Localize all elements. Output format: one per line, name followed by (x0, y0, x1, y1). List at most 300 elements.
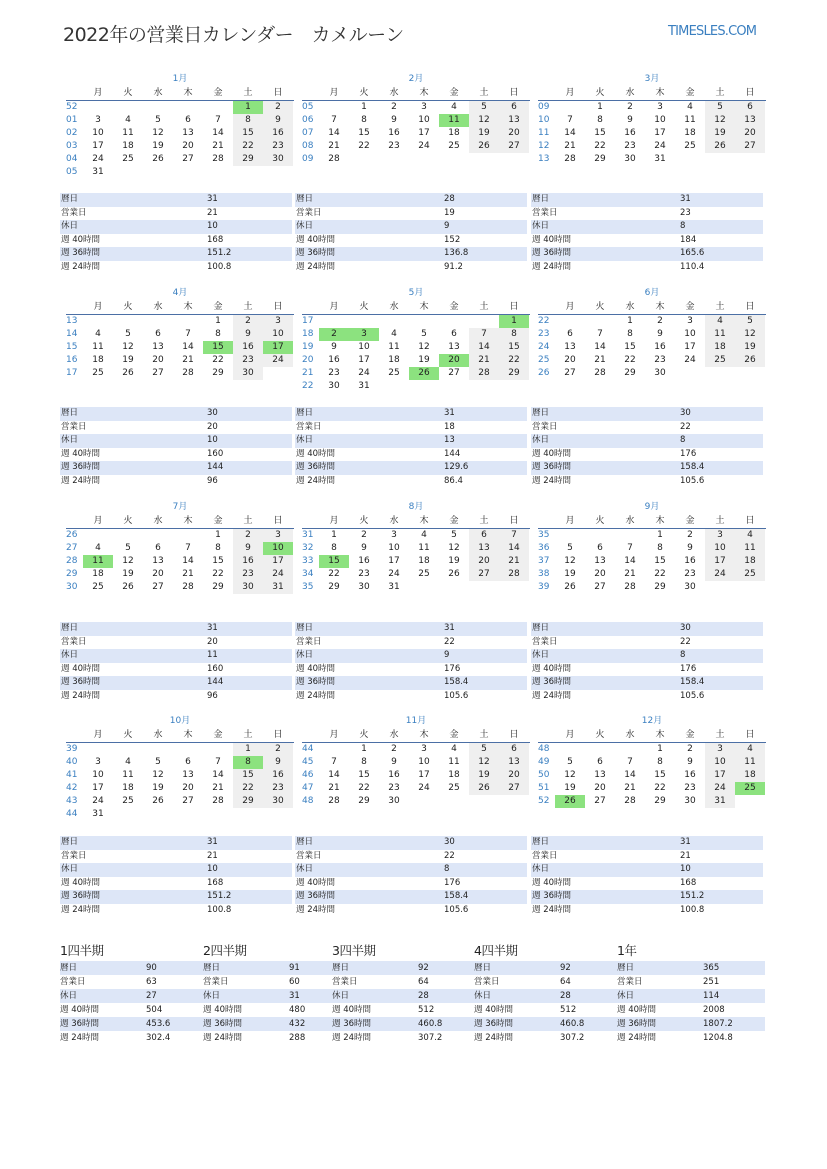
day-cell[interactable]: 31 (388, 582, 400, 592)
day-cell[interactable]: 5 (451, 530, 457, 540)
day-cell[interactable]: 17 (92, 783, 104, 793)
day-cell[interactable]: 2 (263, 743, 293, 756)
day-cell[interactable]: 8 (499, 328, 529, 341)
day-cell[interactable]: 10 (418, 757, 430, 767)
day-cell[interactable]: 18 (122, 141, 134, 151)
day-cell[interactable]: 8 (361, 757, 367, 767)
day-cell[interactable]: 1 (233, 101, 263, 114)
day-cell[interactable]: 5 (567, 757, 573, 767)
day-cell[interactable]: 15 (358, 128, 370, 138)
day-cell[interactable]: 25 (388, 368, 400, 378)
day-cell[interactable]: 12 (469, 756, 499, 769)
day-cell[interactable]: 22 (358, 783, 370, 793)
day-cell[interactable]: 27 (152, 582, 164, 592)
day-cell[interactable]: 13 (735, 114, 765, 127)
day-cell[interactable]: 9 (331, 342, 337, 352)
day-cell[interactable]: 6 (155, 329, 161, 339)
day-cell[interactable]: 5 (421, 329, 427, 339)
day-cell[interactable]: 1 (233, 743, 263, 756)
day-cell[interactable]: 11 (122, 128, 134, 138)
day-cell[interactable]: 15 (212, 556, 224, 566)
day-cell[interactable]: 17 (705, 769, 735, 782)
day-cell[interactable]: 14 (328, 128, 340, 138)
day-cell[interactable]: 12 (122, 342, 134, 352)
day-cell[interactable]: 21 (469, 354, 499, 367)
day-cell[interactable]: 16 (233, 555, 263, 568)
day-cell[interactable]: 5 (469, 743, 499, 756)
day-cell[interactable]: 1 (597, 102, 603, 112)
day-cell[interactable]: 30 (263, 153, 293, 166)
day-cell[interactable]: 15 (594, 128, 606, 138)
day-cell[interactable]: 27 (735, 140, 765, 153)
day-cell[interactable]: 11 (735, 756, 765, 769)
day-cell[interactable]: 28 (182, 582, 194, 592)
day-cell[interactable]: 26 (469, 782, 499, 795)
day-cell[interactable]: 2 (657, 316, 663, 326)
day-cell[interactable]: 3 (263, 315, 293, 328)
day-cell[interactable]: 19 (469, 127, 499, 140)
day-cell[interactable]: 4 (735, 529, 765, 542)
day-cell[interactable]: 21 (328, 783, 340, 793)
day-cell[interactable]: 14 (212, 128, 224, 138)
day-cell[interactable]: 20 (469, 555, 499, 568)
day-cell[interactable]: 22 (358, 141, 370, 151)
day-cell[interactable]: 28 (212, 154, 224, 164)
day-cell[interactable]: 5 (125, 329, 131, 339)
day-cell[interactable]: 17 (684, 342, 696, 352)
day-cell[interactable]: 6 (185, 757, 191, 767)
day-cell[interactable]: 19 (122, 355, 134, 365)
day-cell[interactable]: 18 (122, 783, 134, 793)
day-cell[interactable]: 11 (684, 115, 696, 125)
day-cell[interactable]: 9 (687, 757, 693, 767)
day-cell[interactable]: 17 (92, 141, 104, 151)
day-cell[interactable]: 20 (499, 769, 529, 782)
day-cell[interactable]: 14 (182, 342, 194, 352)
day-cell[interactable]: 25 (684, 141, 696, 151)
day-cell[interactable]: 16 (328, 355, 340, 365)
day-cell[interactable]: 20 (439, 354, 469, 367)
day-cell[interactable]: 24 (263, 568, 293, 581)
day-cell[interactable]: 26 (705, 140, 735, 153)
day-cell[interactable]: 22 (328, 569, 340, 579)
day-cell[interactable]: 25 (418, 569, 430, 579)
day-cell[interactable]: 28 (564, 154, 576, 164)
day-cell[interactable]: 21 (624, 569, 636, 579)
brand-link[interactable]: TIMESLES.COM (668, 24, 757, 39)
day-cell[interactable]: 15 (654, 770, 666, 780)
day-cell[interactable]: 20 (564, 355, 576, 365)
day-cell[interactable]: 21 (499, 555, 529, 568)
day-cell[interactable]: 24 (705, 782, 735, 795)
day-cell[interactable]: 15 (319, 555, 349, 568)
day-cell[interactable]: 28 (499, 568, 529, 581)
day-cell[interactable]: 6 (185, 115, 191, 125)
day-cell[interactable]: 6 (735, 101, 765, 114)
day-cell[interactable]: 1 (657, 530, 663, 540)
day-cell[interactable]: 20 (735, 127, 765, 140)
day-cell[interactable]: 26 (122, 582, 134, 592)
day-cell[interactable]: 4 (451, 102, 457, 112)
day-cell[interactable]: 10 (263, 328, 293, 341)
day-cell[interactable]: 7 (331, 115, 337, 125)
day-cell[interactable]: 12 (735, 328, 765, 341)
day-cell[interactable]: 19 (469, 769, 499, 782)
day-cell[interactable]: 23 (233, 568, 263, 581)
day-cell[interactable]: 14 (182, 556, 194, 566)
day-cell[interactable]: 21 (564, 141, 576, 151)
day-cell[interactable]: 8 (331, 543, 337, 553)
day-cell[interactable]: 18 (448, 770, 460, 780)
day-cell[interactable]: 21 (182, 355, 194, 365)
day-cell[interactable]: 30 (388, 796, 400, 806)
day-cell[interactable]: 10 (705, 542, 735, 555)
day-cell[interactable]: 16 (388, 128, 400, 138)
day-cell[interactable]: 9 (687, 543, 693, 553)
day-cell[interactable]: 19 (418, 355, 430, 365)
day-cell[interactable]: 24 (92, 154, 104, 164)
day-cell[interactable]: 28 (328, 154, 340, 164)
day-cell[interactable]: 1 (331, 530, 337, 540)
day-cell[interactable]: 15 (358, 770, 370, 780)
day-cell[interactable]: 8 (233, 756, 263, 769)
day-cell[interactable]: 31 (358, 381, 370, 391)
day-cell[interactable]: 27 (152, 368, 164, 378)
day-cell[interactable]: 1 (657, 744, 663, 754)
day-cell[interactable]: 20 (152, 569, 164, 579)
day-cell[interactable]: 6 (469, 529, 499, 542)
day-cell[interactable]: 27 (499, 782, 529, 795)
day-cell[interactable]: 15 (233, 769, 263, 782)
day-cell[interactable]: 19 (564, 783, 576, 793)
day-cell[interactable]: 26 (564, 582, 576, 592)
day-cell[interactable]: 19 (448, 556, 460, 566)
day-cell[interactable]: 16 (358, 556, 370, 566)
day-cell[interactable]: 5 (705, 101, 735, 114)
day-cell[interactable]: 29 (624, 368, 636, 378)
day-cell[interactable]: 29 (233, 795, 263, 808)
day-cell[interactable]: 28 (469, 367, 499, 380)
day-cell[interactable]: 2 (627, 102, 633, 112)
day-cell[interactable]: 5 (155, 757, 161, 767)
day-cell[interactable]: 18 (418, 556, 430, 566)
day-cell[interactable]: 10 (654, 115, 666, 125)
day-cell[interactable]: 24 (684, 355, 696, 365)
day-cell[interactable]: 20 (182, 141, 194, 151)
day-cell[interactable]: 13 (564, 342, 576, 352)
day-cell[interactable]: 3 (421, 102, 427, 112)
day-cell[interactable]: 23 (684, 783, 696, 793)
day-cell[interactable]: 21 (624, 783, 636, 793)
day-cell[interactable]: 11 (388, 342, 400, 352)
day-cell[interactable]: 10 (684, 329, 696, 339)
day-cell[interactable]: 28 (624, 582, 636, 592)
day-cell[interactable]: 1 (499, 315, 529, 328)
day-cell[interactable]: 7 (215, 757, 221, 767)
day-cell[interactable]: 14 (328, 770, 340, 780)
day-cell[interactable]: 8 (215, 329, 221, 339)
day-cell[interactable]: 19 (152, 141, 164, 151)
day-cell[interactable]: 26 (152, 796, 164, 806)
day-cell[interactable]: 16 (388, 770, 400, 780)
day-cell[interactable]: 24 (263, 354, 293, 367)
day-cell[interactable]: 6 (597, 757, 603, 767)
day-cell[interactable]: 22 (233, 782, 263, 795)
day-cell[interactable]: 16 (263, 769, 293, 782)
day-cell[interactable]: 3 (705, 529, 735, 542)
day-cell[interactable]: 3 (391, 530, 397, 540)
day-cell[interactable]: 7 (627, 543, 633, 553)
day-cell[interactable]: 13 (182, 128, 194, 138)
day-cell[interactable]: 30 (624, 154, 636, 164)
day-cell[interactable]: 29 (233, 153, 263, 166)
day-cell[interactable]: 12 (564, 556, 576, 566)
day-cell[interactable]: 7 (499, 529, 529, 542)
day-cell[interactable]: 12 (122, 556, 134, 566)
day-cell[interactable]: 31 (92, 809, 104, 819)
day-cell[interactable]: 23 (654, 355, 666, 365)
day-cell[interactable]: 30 (233, 581, 263, 594)
day-cell[interactable]: 8 (657, 757, 663, 767)
day-cell[interactable]: 22 (233, 140, 263, 153)
day-cell[interactable]: 24 (388, 569, 400, 579)
day-cell[interactable]: 23 (624, 141, 636, 151)
day-cell[interactable]: 4 (125, 115, 131, 125)
day-cell[interactable]: 29 (654, 796, 666, 806)
day-cell[interactable]: 11 (418, 543, 430, 553)
day-cell[interactable]: 4 (125, 757, 131, 767)
day-cell[interactable]: 8 (215, 543, 221, 553)
day-cell[interactable]: 18 (684, 128, 696, 138)
day-cell[interactable]: 8 (657, 543, 663, 553)
day-cell[interactable]: 9 (657, 329, 663, 339)
day-cell[interactable]: 16 (263, 127, 293, 140)
day-cell[interactable]: 10 (388, 543, 400, 553)
day-cell[interactable]: 11 (92, 342, 104, 352)
day-cell[interactable]: 10 (418, 115, 430, 125)
day-cell[interactable]: 29 (499, 367, 529, 380)
day-cell[interactable]: 3 (657, 102, 663, 112)
day-cell[interactable]: 27 (564, 368, 576, 378)
day-cell[interactable]: 18 (448, 128, 460, 138)
day-cell[interactable]: 23 (328, 368, 340, 378)
day-cell[interactable]: 17 (358, 355, 370, 365)
day-cell[interactable]: 29 (594, 154, 606, 164)
day-cell[interactable]: 16 (233, 341, 263, 354)
day-cell[interactable]: 22 (594, 141, 606, 151)
day-cell[interactable]: 25 (735, 782, 765, 795)
day-cell[interactable]: 2 (391, 744, 397, 754)
day-cell[interactable]: 5 (567, 543, 573, 553)
day-cell[interactable]: 5 (125, 543, 131, 553)
day-cell[interactable]: 14 (469, 341, 499, 354)
day-cell[interactable]: 13 (469, 542, 499, 555)
day-cell[interactable]: 26 (152, 154, 164, 164)
day-cell[interactable]: 30 (684, 796, 696, 806)
day-cell[interactable]: 20 (594, 569, 606, 579)
day-cell[interactable]: 29 (212, 582, 224, 592)
day-cell[interactable]: 5 (469, 101, 499, 114)
day-cell[interactable]: 24 (418, 141, 430, 151)
day-cell[interactable]: 13 (182, 770, 194, 780)
day-cell[interactable]: 7 (627, 757, 633, 767)
day-cell[interactable]: 31 (263, 581, 293, 594)
day-cell[interactable]: 25 (92, 368, 104, 378)
day-cell[interactable]: 15 (654, 556, 666, 566)
day-cell[interactable]: 14 (499, 542, 529, 555)
day-cell[interactable]: 31 (92, 167, 104, 177)
day-cell[interactable]: 1 (627, 316, 633, 326)
day-cell[interactable]: 29 (654, 582, 666, 592)
day-cell[interactable]: 7 (469, 328, 499, 341)
day-cell[interactable]: 25 (448, 141, 460, 151)
day-cell[interactable]: 12 (152, 128, 164, 138)
day-cell[interactable]: 15 (624, 342, 636, 352)
day-cell[interactable]: 22 (499, 354, 529, 367)
day-cell[interactable]: 2 (319, 328, 349, 341)
day-cell[interactable]: 14 (212, 770, 224, 780)
day-cell[interactable]: 22 (654, 783, 666, 793)
day-cell[interactable]: 18 (388, 355, 400, 365)
day-cell[interactable]: 25 (735, 568, 765, 581)
day-cell[interactable]: 17 (418, 770, 430, 780)
day-cell[interactable]: 16 (624, 128, 636, 138)
day-cell[interactable]: 22 (654, 569, 666, 579)
day-cell[interactable]: 27 (594, 582, 606, 592)
day-cell[interactable]: 30 (263, 795, 293, 808)
day-cell[interactable]: 16 (654, 342, 666, 352)
day-cell[interactable]: 19 (735, 341, 765, 354)
day-cell[interactable]: 18 (735, 555, 765, 568)
day-cell[interactable]: 29 (328, 582, 340, 592)
day-cell[interactable]: 20 (182, 783, 194, 793)
day-cell[interactable]: 3 (349, 328, 379, 341)
day-cell[interactable]: 27 (594, 796, 606, 806)
day-cell[interactable]: 13 (152, 556, 164, 566)
day-cell[interactable]: 2 (391, 102, 397, 112)
day-cell[interactable]: 4 (735, 743, 765, 756)
day-cell[interactable]: 4 (95, 543, 101, 553)
day-cell[interactable]: 23 (358, 569, 370, 579)
day-cell[interactable]: 25 (448, 783, 460, 793)
day-cell[interactable]: 26 (122, 368, 134, 378)
day-cell[interactable]: 26 (448, 569, 460, 579)
day-cell[interactable]: 2 (361, 530, 367, 540)
day-cell[interactable]: 4 (391, 329, 397, 339)
day-cell[interactable]: 28 (328, 796, 340, 806)
day-cell[interactable]: 1 (361, 102, 367, 112)
day-cell[interactable]: 9 (391, 757, 397, 767)
day-cell[interactable]: 27 (499, 140, 529, 153)
day-cell[interactable]: 30 (358, 582, 370, 592)
day-cell[interactable]: 6 (451, 329, 457, 339)
day-cell[interactable]: 20 (594, 783, 606, 793)
day-cell[interactable]: 11 (83, 555, 113, 568)
day-cell[interactable]: 27 (469, 568, 499, 581)
day-cell[interactable]: 11 (448, 757, 460, 767)
day-cell[interactable]: 11 (735, 542, 765, 555)
day-cell[interactable]: 19 (705, 127, 735, 140)
day-cell[interactable]: 2 (687, 744, 693, 754)
day-cell[interactable]: 4 (705, 315, 735, 328)
day-cell[interactable]: 7 (331, 757, 337, 767)
day-cell[interactable]: 12 (705, 114, 735, 127)
day-cell[interactable]: 7 (215, 115, 221, 125)
day-cell[interactable]: 6 (155, 543, 161, 553)
day-cell[interactable]: 23 (684, 569, 696, 579)
day-cell[interactable]: 16 (684, 770, 696, 780)
day-cell[interactable]: 3 (705, 743, 735, 756)
day-cell[interactable]: 6 (499, 743, 529, 756)
day-cell[interactable]: 12 (564, 770, 576, 780)
day-cell[interactable]: 9 (233, 542, 263, 555)
day-cell[interactable]: 12 (152, 770, 164, 780)
day-cell[interactable]: 19 (152, 783, 164, 793)
day-cell[interactable]: 10 (92, 128, 104, 138)
day-cell[interactable]: 23 (233, 354, 263, 367)
day-cell[interactable]: 25 (705, 354, 735, 367)
day-cell[interactable]: 30 (654, 368, 666, 378)
day-cell[interactable]: 2 (263, 101, 293, 114)
day-cell[interactable]: 3 (421, 744, 427, 754)
day-cell[interactable]: 21 (182, 569, 194, 579)
day-cell[interactable]: 9 (361, 543, 367, 553)
day-cell[interactable]: 22 (212, 569, 224, 579)
day-cell[interactable]: 30 (328, 381, 340, 391)
day-cell[interactable]: 11 (439, 114, 469, 127)
day-cell[interactable]: 1 (215, 530, 221, 540)
day-cell[interactable]: 15 (499, 341, 529, 354)
day-cell[interactable]: 3 (95, 115, 101, 125)
day-cell[interactable]: 24 (358, 368, 370, 378)
day-cell[interactable]: 23 (388, 783, 400, 793)
day-cell[interactable]: 8 (361, 115, 367, 125)
day-cell[interactable]: 26 (409, 367, 439, 380)
day-cell[interactable]: 20 (499, 127, 529, 140)
day-cell[interactable]: 9 (263, 756, 293, 769)
day-cell[interactable]: 21 (212, 783, 224, 793)
day-cell[interactable]: 24 (92, 796, 104, 806)
day-cell[interactable]: 20 (152, 355, 164, 365)
day-cell[interactable]: 4 (421, 530, 427, 540)
day-cell[interactable]: 17 (263, 341, 293, 354)
day-cell[interactable]: 6 (597, 543, 603, 553)
day-cell[interactable]: 25 (122, 796, 134, 806)
day-cell[interactable]: 3 (95, 757, 101, 767)
day-cell[interactable]: 8 (233, 114, 263, 127)
day-cell[interactable]: 7 (185, 329, 191, 339)
day-cell[interactable]: 31 (705, 795, 735, 808)
day-cell[interactable]: 3 (687, 316, 693, 326)
day-cell[interactable]: 7 (597, 329, 603, 339)
day-cell[interactable]: 3 (263, 529, 293, 542)
day-cell[interactable]: 10 (358, 342, 370, 352)
day-cell[interactable]: 28 (182, 368, 194, 378)
day-cell[interactable]: 11 (705, 328, 735, 341)
day-cell[interactable]: 27 (182, 796, 194, 806)
day-cell[interactable]: 22 (212, 355, 224, 365)
day-cell[interactable]: 27 (448, 368, 460, 378)
day-cell[interactable]: 2 (687, 530, 693, 540)
day-cell[interactable]: 21 (594, 355, 606, 365)
day-cell[interactable]: 23 (263, 782, 293, 795)
day-cell[interactable]: 26 (735, 354, 765, 367)
day-cell[interactable]: 9 (627, 115, 633, 125)
day-cell[interactable]: 11 (122, 770, 134, 780)
day-cell[interactable]: 18 (705, 341, 735, 354)
day-cell[interactable]: 17 (705, 555, 735, 568)
day-cell[interactable]: 24 (705, 568, 735, 581)
